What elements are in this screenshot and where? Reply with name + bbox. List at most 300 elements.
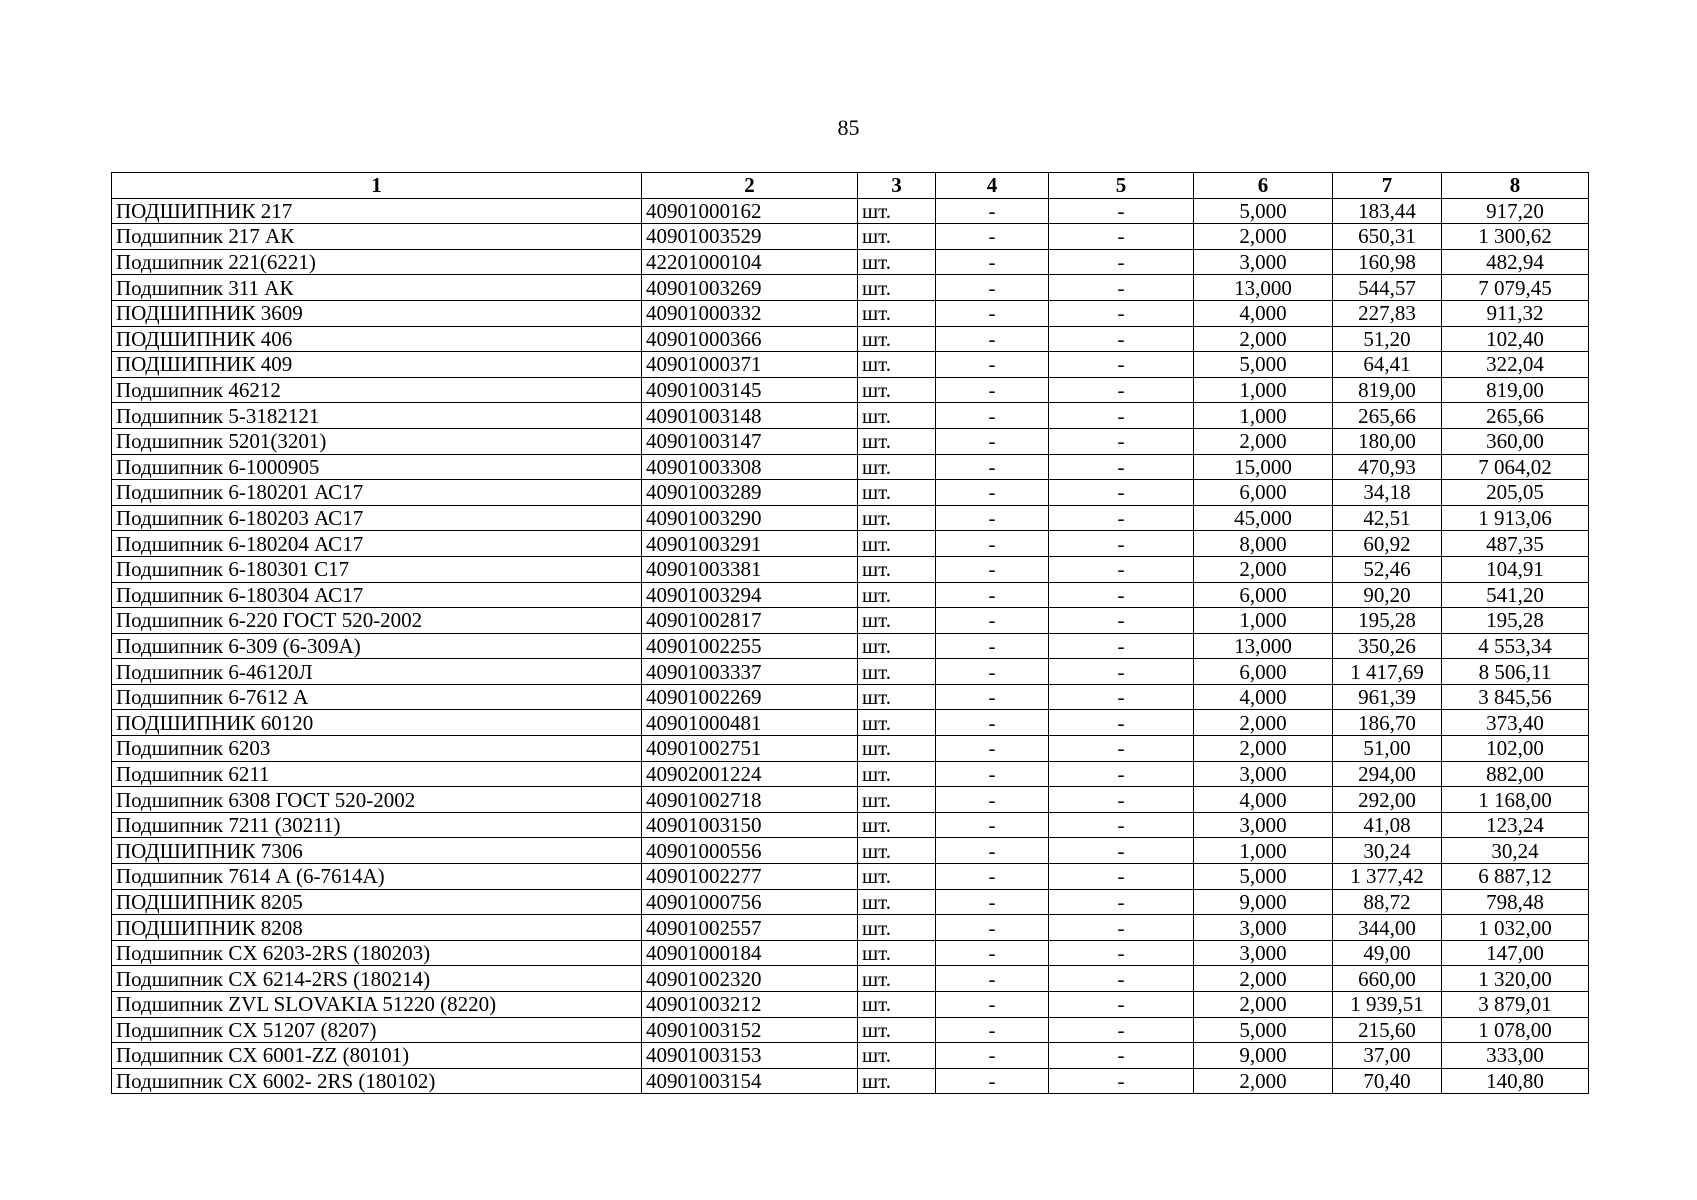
item-quantity: 1,000 <box>1194 403 1333 429</box>
item-code: 40901000366 <box>642 326 858 352</box>
item-col5: - <box>1049 403 1194 429</box>
item-unit: шт. <box>858 505 936 531</box>
item-code: 40901002817 <box>642 608 858 634</box>
item-code: 40901003147 <box>642 428 858 454</box>
item-name: Подшипник 5201(3201) <box>112 428 642 454</box>
item-col4: - <box>936 992 1049 1018</box>
item-col5: - <box>1049 992 1194 1018</box>
item-total: 1 032,00 <box>1442 915 1589 941</box>
item-unit: шт. <box>858 275 936 301</box>
item-name: ПОДШИПНИК 8205 <box>112 889 642 915</box>
item-name: Подшипник 6308 ГОСТ 520-2002 <box>112 787 642 813</box>
item-col5: - <box>1049 326 1194 352</box>
item-name: Подшипник CX 51207 (8207) <box>112 1017 642 1043</box>
item-name: ПОДШИПНИК 217 <box>112 198 642 224</box>
item-name: Подшипник 6-180304 АС17 <box>112 582 642 608</box>
item-price: 1 939,51 <box>1333 992 1442 1018</box>
item-unit: шт. <box>858 812 936 838</box>
table-row <box>112 659 1589 685</box>
item-total: 6 887,12 <box>1442 864 1589 890</box>
item-total: 195,28 <box>1442 608 1589 634</box>
table-row <box>112 224 1589 250</box>
item-col4: - <box>936 531 1049 557</box>
item-col4: - <box>936 684 1049 710</box>
item-code: 40901000332 <box>642 300 858 326</box>
item-col4: - <box>936 480 1049 506</box>
item-col4: - <box>936 428 1049 454</box>
item-price: 215,60 <box>1333 1017 1442 1043</box>
item-col4: - <box>936 761 1049 787</box>
item-col4: - <box>936 403 1049 429</box>
item-total: 1 913,06 <box>1442 505 1589 531</box>
column-header: 5 <box>1049 173 1194 199</box>
item-name: Подшипник 6-180301 С17 <box>112 556 642 582</box>
inventory-table <box>111 172 1589 1094</box>
item-name: Подшипник 217 АК <box>112 224 642 250</box>
item-col5: - <box>1049 531 1194 557</box>
table-row <box>112 1017 1589 1043</box>
item-col5: - <box>1049 736 1194 762</box>
column-header: 4 <box>936 173 1049 199</box>
item-price: 660,00 <box>1333 966 1442 992</box>
table-row <box>112 249 1589 275</box>
item-code: 40901002277 <box>642 864 858 890</box>
item-unit: шт. <box>858 403 936 429</box>
item-code: 40901003150 <box>642 812 858 838</box>
item-total: 7 079,45 <box>1442 275 1589 301</box>
table-row <box>112 940 1589 966</box>
table-row <box>112 275 1589 301</box>
item-name: Подшипник 6203 <box>112 736 642 762</box>
item-unit: шт. <box>858 1068 936 1094</box>
item-col5: - <box>1049 300 1194 326</box>
item-total: 322,04 <box>1442 352 1589 378</box>
item-quantity: 2,000 <box>1194 710 1333 736</box>
item-total: 1 168,00 <box>1442 787 1589 813</box>
item-name: Подшипник 6-180203 АС17 <box>112 505 642 531</box>
item-quantity: 13,000 <box>1194 275 1333 301</box>
item-price: 60,92 <box>1333 531 1442 557</box>
item-quantity: 3,000 <box>1194 249 1333 275</box>
item-unit: шт. <box>858 352 936 378</box>
item-total: 104,91 <box>1442 556 1589 582</box>
item-price: 961,39 <box>1333 684 1442 710</box>
table-row <box>112 377 1589 403</box>
item-quantity: 5,000 <box>1194 1017 1333 1043</box>
item-col5: - <box>1049 454 1194 480</box>
item-quantity: 6,000 <box>1194 480 1333 506</box>
item-quantity: 2,000 <box>1194 966 1333 992</box>
item-code: 40901003290 <box>642 505 858 531</box>
item-price: 51,20 <box>1333 326 1442 352</box>
column-header: 1 <box>112 173 642 199</box>
item-unit: шт. <box>858 787 936 813</box>
item-quantity: 2,000 <box>1194 326 1333 352</box>
item-code: 40901003381 <box>642 556 858 582</box>
item-name: Подшипник 311 АК <box>112 275 642 301</box>
item-unit: шт. <box>858 633 936 659</box>
item-col4: - <box>936 198 1049 224</box>
item-total: 882,00 <box>1442 761 1589 787</box>
item-col5: - <box>1049 275 1194 301</box>
item-col5: - <box>1049 224 1194 250</box>
table-row <box>112 838 1589 864</box>
item-name: Подшипник ZVL SLOVAKIA 51220 (8220) <box>112 992 642 1018</box>
item-col5: - <box>1049 505 1194 531</box>
item-unit: шт. <box>858 300 936 326</box>
item-price: 186,70 <box>1333 710 1442 736</box>
item-total: 140,80 <box>1442 1068 1589 1094</box>
item-col4: - <box>936 736 1049 762</box>
item-code: 40901003269 <box>642 275 858 301</box>
item-unit: шт. <box>858 556 936 582</box>
item-price: 49,00 <box>1333 940 1442 966</box>
item-price: 819,00 <box>1333 377 1442 403</box>
item-col5: - <box>1049 864 1194 890</box>
item-total: 265,66 <box>1442 403 1589 429</box>
table-row <box>112 531 1589 557</box>
table-row <box>112 454 1589 480</box>
item-col5: - <box>1049 1017 1194 1043</box>
item-price: 294,00 <box>1333 761 1442 787</box>
table-row <box>112 300 1589 326</box>
item-quantity: 2,000 <box>1194 736 1333 762</box>
item-code: 40901003529 <box>642 224 858 250</box>
item-col5: - <box>1049 889 1194 915</box>
table-row <box>112 582 1589 608</box>
item-quantity: 4,000 <box>1194 684 1333 710</box>
column-header: 2 <box>642 173 858 199</box>
item-col5: - <box>1049 352 1194 378</box>
item-total: 819,00 <box>1442 377 1589 403</box>
item-col4: - <box>936 352 1049 378</box>
table-row <box>112 633 1589 659</box>
item-col5: - <box>1049 966 1194 992</box>
item-price: 650,31 <box>1333 224 1442 250</box>
item-total: 1 078,00 <box>1442 1017 1589 1043</box>
item-col4: - <box>936 864 1049 890</box>
table-row <box>112 736 1589 762</box>
item-code: 40901002269 <box>642 684 858 710</box>
item-total: 30,24 <box>1442 838 1589 864</box>
item-code: 40901000371 <box>642 352 858 378</box>
item-col4: - <box>936 1017 1049 1043</box>
table-row <box>112 480 1589 506</box>
item-total: 482,94 <box>1442 249 1589 275</box>
item-unit: шт. <box>858 428 936 454</box>
table-row <box>112 710 1589 736</box>
item-col4: - <box>936 915 1049 941</box>
item-col5: - <box>1049 838 1194 864</box>
item-col4: - <box>936 582 1049 608</box>
item-unit: шт. <box>858 582 936 608</box>
item-name: Подшипник 6-220 ГОСТ 520-2002 <box>112 608 642 634</box>
item-col4: - <box>936 1068 1049 1094</box>
item-total: 8 506,11 <box>1442 659 1589 685</box>
item-name: Подшипник 5-3182121 <box>112 403 642 429</box>
item-price: 64,41 <box>1333 352 1442 378</box>
item-col4: - <box>936 249 1049 275</box>
page-number: 85 <box>837 115 860 140</box>
table-row <box>112 326 1589 352</box>
table-row <box>112 403 1589 429</box>
item-col4: - <box>936 326 1049 352</box>
item-quantity: 8,000 <box>1194 531 1333 557</box>
item-unit: шт. <box>858 915 936 941</box>
item-unit: шт. <box>858 761 936 787</box>
item-quantity: 2,000 <box>1194 1068 1333 1094</box>
table-row <box>112 812 1589 838</box>
item-name: Подшипник 6-7612 А <box>112 684 642 710</box>
item-col4: - <box>936 556 1049 582</box>
column-header: 8 <box>1442 173 1589 199</box>
item-col5: - <box>1049 1043 1194 1069</box>
item-code: 40901003337 <box>642 659 858 685</box>
item-col4: - <box>936 787 1049 813</box>
item-col4: - <box>936 454 1049 480</box>
item-col5: - <box>1049 633 1194 659</box>
item-quantity: 13,000 <box>1194 633 1333 659</box>
item-price: 183,44 <box>1333 198 1442 224</box>
item-quantity: 2,000 <box>1194 428 1333 454</box>
item-code: 40901003212 <box>642 992 858 1018</box>
table-row <box>112 1068 1589 1094</box>
item-col5: - <box>1049 812 1194 838</box>
item-col5: - <box>1049 249 1194 275</box>
item-unit: шт. <box>858 889 936 915</box>
item-unit: шт. <box>858 736 936 762</box>
item-name: Подшипник CX 6001-ZZ (80101) <box>112 1043 642 1069</box>
item-total: 798,48 <box>1442 889 1589 915</box>
item-col5: - <box>1049 710 1194 736</box>
table-row <box>112 915 1589 941</box>
item-quantity: 2,000 <box>1194 556 1333 582</box>
item-col5: - <box>1049 761 1194 787</box>
item-unit: шт. <box>858 249 936 275</box>
item-code: 40901003289 <box>642 480 858 506</box>
item-col4: - <box>936 608 1049 634</box>
item-col5: - <box>1049 608 1194 634</box>
item-name: Подшипник 46212 <box>112 377 642 403</box>
item-quantity: 4,000 <box>1194 787 1333 813</box>
item-total: 1 300,62 <box>1442 224 1589 250</box>
item-unit: шт. <box>858 659 936 685</box>
item-unit: шт. <box>858 531 936 557</box>
item-col5: - <box>1049 582 1194 608</box>
item-col5: - <box>1049 684 1194 710</box>
item-quantity: 5,000 <box>1194 198 1333 224</box>
item-unit: шт. <box>858 454 936 480</box>
item-col5: - <box>1049 556 1194 582</box>
item-name: ПОДШИПНИК 8208 <box>112 915 642 941</box>
item-price: 41,08 <box>1333 812 1442 838</box>
item-price: 350,26 <box>1333 633 1442 659</box>
item-code: 40901002557 <box>642 915 858 941</box>
item-code: 40901003145 <box>642 377 858 403</box>
item-price: 544,57 <box>1333 275 1442 301</box>
item-code: 40901002718 <box>642 787 858 813</box>
item-unit: шт. <box>858 377 936 403</box>
table-header-row <box>112 173 1589 199</box>
item-total: 123,24 <box>1442 812 1589 838</box>
item-code: 40901000756 <box>642 889 858 915</box>
item-name: Подшипник 6-309 (6-309А) <box>112 633 642 659</box>
item-price: 51,00 <box>1333 736 1442 762</box>
item-quantity: 1,000 <box>1194 377 1333 403</box>
item-total: 911,32 <box>1442 300 1589 326</box>
item-price: 90,20 <box>1333 582 1442 608</box>
item-name: Подшипник 7211 (30211) <box>112 812 642 838</box>
item-name: Подшипник 6-1000905 <box>112 454 642 480</box>
item-code: 40901000481 <box>642 710 858 736</box>
item-name: Подшипник 6-180201 АС17 <box>112 480 642 506</box>
item-unit: шт. <box>858 864 936 890</box>
item-quantity: 9,000 <box>1194 1043 1333 1069</box>
item-total: 917,20 <box>1442 198 1589 224</box>
item-name: Подшипник 6211 <box>112 761 642 787</box>
item-col4: - <box>936 224 1049 250</box>
item-col5: - <box>1049 659 1194 685</box>
item-name: ПОДШИПНИК 406 <box>112 326 642 352</box>
item-name: ПОДШИПНИК 60120 <box>112 710 642 736</box>
item-code: 40901000556 <box>642 838 858 864</box>
item-total: 373,40 <box>1442 710 1589 736</box>
item-col5: - <box>1049 1068 1194 1094</box>
table-row <box>112 556 1589 582</box>
item-unit: шт. <box>858 710 936 736</box>
item-code: 42201000104 <box>642 249 858 275</box>
item-quantity: 3,000 <box>1194 940 1333 966</box>
item-total: 147,00 <box>1442 940 1589 966</box>
item-price: 1 377,42 <box>1333 864 1442 890</box>
table-row <box>112 352 1589 378</box>
item-total: 102,00 <box>1442 736 1589 762</box>
item-total: 333,00 <box>1442 1043 1589 1069</box>
item-price: 30,24 <box>1333 838 1442 864</box>
item-code: 40901002320 <box>642 966 858 992</box>
item-price: 265,66 <box>1333 403 1442 429</box>
item-unit: шт. <box>858 992 936 1018</box>
item-quantity: 2,000 <box>1194 224 1333 250</box>
item-code: 40901003153 <box>642 1043 858 1069</box>
item-quantity: 45,000 <box>1194 505 1333 531</box>
item-col4: - <box>936 710 1049 736</box>
item-unit: шт. <box>858 608 936 634</box>
item-col4: - <box>936 812 1049 838</box>
item-col4: - <box>936 966 1049 992</box>
item-quantity: 6,000 <box>1194 659 1333 685</box>
item-total: 487,35 <box>1442 531 1589 557</box>
column-header: 6 <box>1194 173 1333 199</box>
item-quantity: 1,000 <box>1194 608 1333 634</box>
item-code: 40901000184 <box>642 940 858 966</box>
item-unit: шт. <box>858 198 936 224</box>
table-row <box>112 992 1589 1018</box>
item-col5: - <box>1049 915 1194 941</box>
table-row <box>112 864 1589 890</box>
item-total: 7 064,02 <box>1442 454 1589 480</box>
item-total: 541,20 <box>1442 582 1589 608</box>
item-unit: шт. <box>858 940 936 966</box>
item-unit: шт. <box>858 480 936 506</box>
item-price: 292,00 <box>1333 787 1442 813</box>
item-col4: - <box>936 1043 1049 1069</box>
item-code: 40901003152 <box>642 1017 858 1043</box>
item-col4: - <box>936 275 1049 301</box>
item-name: Подшипник CX 6002- 2RS (180102) <box>112 1068 642 1094</box>
item-price: 70,40 <box>1333 1068 1442 1094</box>
item-total: 3 845,56 <box>1442 684 1589 710</box>
item-quantity: 3,000 <box>1194 761 1333 787</box>
table-row <box>112 198 1589 224</box>
item-price: 227,83 <box>1333 300 1442 326</box>
table-row <box>112 787 1589 813</box>
item-code: 40901002255 <box>642 633 858 659</box>
table-row <box>112 608 1589 634</box>
item-name: ПОДШИПНИК 7306 <box>112 838 642 864</box>
table-row <box>112 889 1589 915</box>
item-price: 160,98 <box>1333 249 1442 275</box>
item-col4: - <box>936 300 1049 326</box>
item-code: 40901003291 <box>642 531 858 557</box>
item-name: Подшипник 7614 А (6-7614А) <box>112 864 642 890</box>
column-header: 3 <box>858 173 936 199</box>
item-quantity: 3,000 <box>1194 812 1333 838</box>
item-name: ПОДШИПНИК 3609 <box>112 300 642 326</box>
item-price: 42,51 <box>1333 505 1442 531</box>
item-quantity: 3,000 <box>1194 915 1333 941</box>
item-name: ПОДШИПНИК 409 <box>112 352 642 378</box>
item-quantity: 15,000 <box>1194 454 1333 480</box>
table-row <box>112 428 1589 454</box>
item-col5: - <box>1049 480 1194 506</box>
item-price: 34,18 <box>1333 480 1442 506</box>
item-code: 40901002751 <box>642 736 858 762</box>
item-code: 40902001224 <box>642 761 858 787</box>
item-name: Подшипник 6-46120Л <box>112 659 642 685</box>
item-quantity: 9,000 <box>1194 889 1333 915</box>
item-price: 1 417,69 <box>1333 659 1442 685</box>
item-name: Подшипник CX 6214-2RS (180214) <box>112 966 642 992</box>
item-col5: - <box>1049 428 1194 454</box>
item-price: 52,46 <box>1333 556 1442 582</box>
column-header: 7 <box>1333 173 1442 199</box>
item-col4: - <box>936 377 1049 403</box>
table-row <box>112 505 1589 531</box>
item-code: 40901003294 <box>642 582 858 608</box>
item-total: 4 553,34 <box>1442 633 1589 659</box>
item-total: 102,40 <box>1442 326 1589 352</box>
item-total: 1 320,00 <box>1442 966 1589 992</box>
item-col4: - <box>936 889 1049 915</box>
item-unit: шт. <box>858 326 936 352</box>
item-unit: шт. <box>858 684 936 710</box>
table-body <box>112 198 1589 1094</box>
item-name: Подшипник 6-180204 АС17 <box>112 531 642 557</box>
item-code: 40901003154 <box>642 1068 858 1094</box>
item-unit: шт. <box>858 838 936 864</box>
item-col5: - <box>1049 787 1194 813</box>
table-row <box>112 761 1589 787</box>
item-col4: - <box>936 838 1049 864</box>
item-col4: - <box>936 633 1049 659</box>
item-quantity: 5,000 <box>1194 864 1333 890</box>
item-quantity: 4,000 <box>1194 300 1333 326</box>
item-price: 180,00 <box>1333 428 1442 454</box>
item-quantity: 1,000 <box>1194 838 1333 864</box>
item-price: 470,93 <box>1333 454 1442 480</box>
table-row <box>112 684 1589 710</box>
